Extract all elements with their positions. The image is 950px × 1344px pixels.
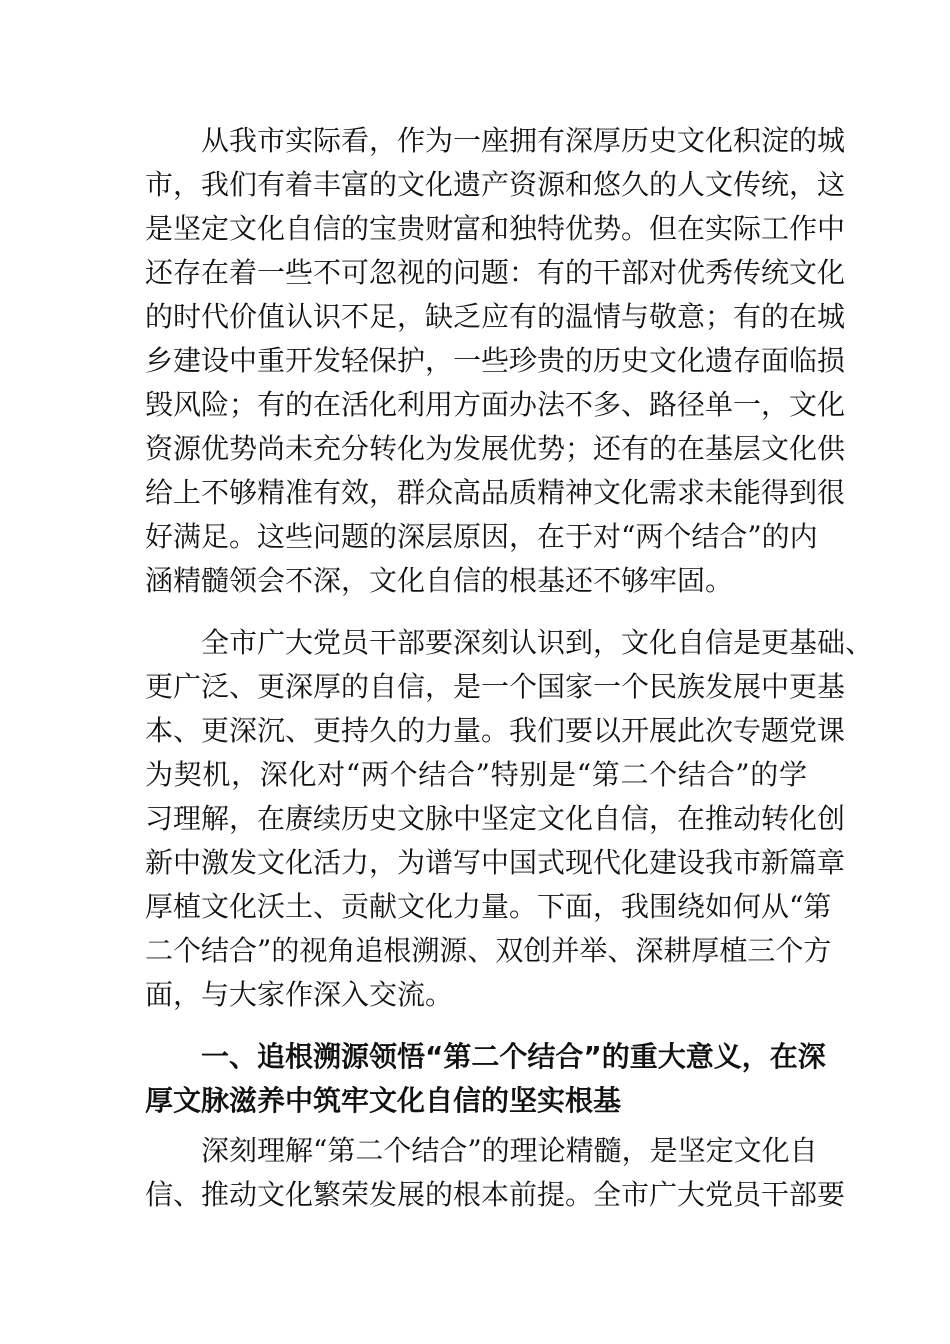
- paragraph-local-situation: [145, 119, 846, 603]
- heading-line: 厚文脉滋养中筑牢文化自信的坚实根基: [145, 1084, 622, 1117]
- heading-line: 一、追根溯源领悟“第二个结合”的重大意义，在深: [201, 1040, 826, 1073]
- text-line: 更广泛、更深厚的自信，是一个国家一个民族发展中更基: [145, 670, 846, 703]
- document-body: [145, 119, 874, 1217]
- text-line: 深刻理解“第二个结合”的理论精髓，是坚定文化自: [201, 1134, 818, 1167]
- text-line: 本、更深沉、更持久的力量。我们要以开展此次专题党课: [145, 714, 846, 747]
- text-line: 习理解，在赓续历史文脉中坚定文化自信，在推动转化创: [145, 802, 846, 835]
- text-line: 市，我们有着丰富的文化遗产资源和悠久的人文传统，这: [145, 168, 846, 201]
- paragraph-second-combination: [145, 1129, 846, 1217]
- text-line: 好满足。这些问题的深层原因，在于对“两个结合”的内: [145, 520, 818, 553]
- text-line: 毁风险；有的在活化利用方面办法不多、路径单一，文化: [145, 388, 846, 421]
- paragraph-spacer: [145, 603, 807, 621]
- paragraph-spacer: [145, 1017, 807, 1035]
- section-heading: [145, 1035, 826, 1123]
- text-line: 面，与大家作深入交流。: [145, 978, 454, 1011]
- text-line: 的时代价值认识不足，缺乏应有的温情与敬意；有的在城: [145, 300, 846, 333]
- text-line: 二个结合”的视角追根溯源、双创并举、深耕厚植三个方: [145, 934, 832, 967]
- text-line: 是坚定文化自信的宝贵财富和独特优势。但在实际工作中: [145, 212, 846, 245]
- text-line: 为契机，深化对“两个结合”特别是“第二个结合”的学: [145, 758, 807, 791]
- text-line: 厚植文化沃土、贡献文化力量。下面，我围绕如何从“第: [145, 890, 832, 923]
- text-line: 乡建设中重开发轻保护，一些珍贵的历史文化遗存面临损: [145, 344, 846, 377]
- text-line: 给上不够精准有效，群众高品质精神文化需求未能得到很: [145, 476, 846, 509]
- text-line: 新中激发文化活力，为谱写中国式现代化建设我市新篇章: [145, 846, 846, 879]
- text-line: 全市广大党员干部要深刻认识到，文化自信是更基础、: [201, 626, 874, 659]
- text-line: 资源优势尚未充分转化为发展优势；还有的在基层文化供: [145, 432, 846, 465]
- paragraph-cultural-confidence: [145, 621, 874, 1017]
- text-line: 涵精髓领会不深，文化自信的根基还不够牢固。: [145, 564, 734, 597]
- text-line: 还存在着一些不可忽视的问题：有的干部对优秀传统文化: [145, 256, 846, 289]
- text-line: 信、推动文化繁荣发展的根本前提。全市广大党员干部要: [145, 1178, 846, 1211]
- text-line: 从我市实际看，作为一座拥有深厚历史文化积淀的城: [201, 124, 846, 157]
